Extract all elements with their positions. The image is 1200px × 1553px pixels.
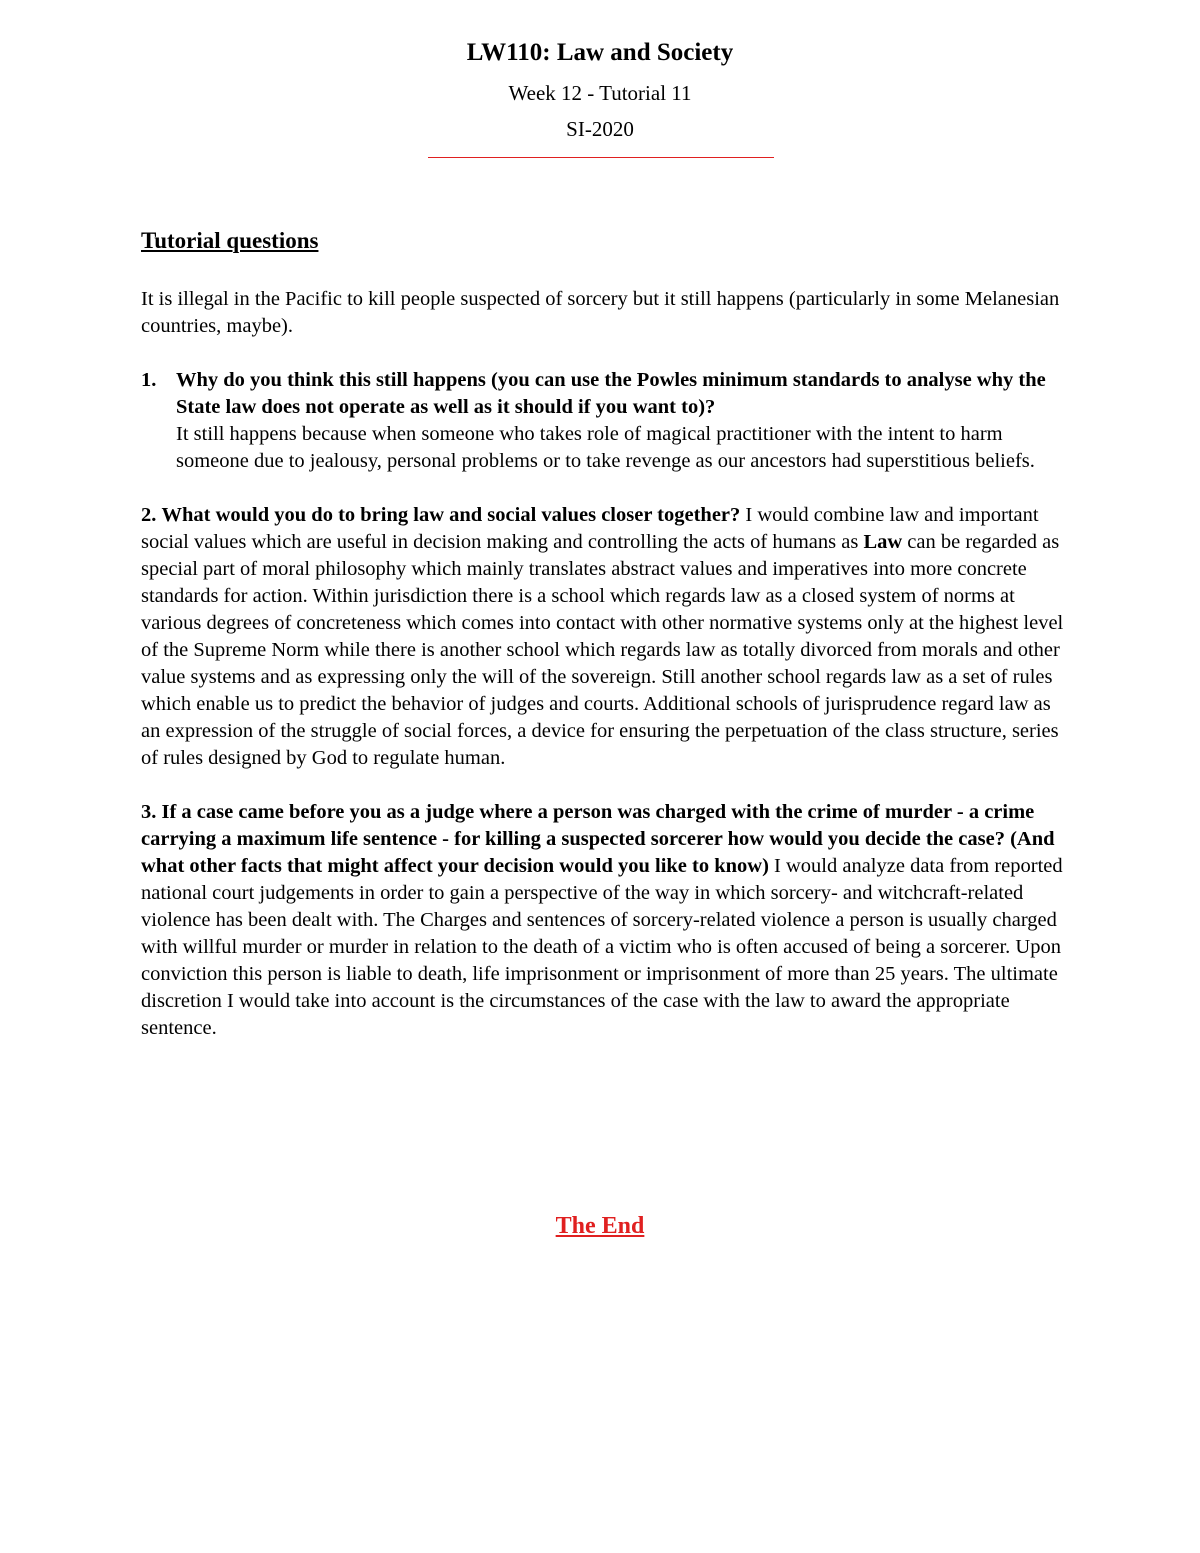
question-1-text: Why do you think this still happens (you can use the Powles minimum standards to analyse why the State law does not operate as well as it should if you want to)? <box>176 369 1046 418</box>
section-heading: Tutorial questions <box>141 228 319 253</box>
question-2-number: 2. <box>141 504 157 526</box>
the-end-text: The End <box>555 1213 645 1239</box>
question-2-text: What would you do to bring law and social values closer together? <box>161 504 741 526</box>
question-2 <box>141 502 1066 772</box>
question-1 <box>141 367 1066 475</box>
document-body <box>141 225 1066 1069</box>
intro-paragraph: It is illegal in the Pacific to kill people suspected of sorcery but it still happens (particularly in some Melanesian countries, maybe). <box>141 288 1060 337</box>
question-3-number: 3. <box>141 801 157 823</box>
question-2-answer-bold: Law <box>863 531 903 553</box>
question-2-answer-rest: can be regarded as special part of moral philosophy which mainly translates abstract values and imperatives into more concrete standards for action. Within jurisdiction there is a school which regards law as a closed system of norms at various degrees of concreteness which comes into contact with other normative systems only at the highest level of the Supreme Norm while there is another school which regards law as totally divorced from morals and other value systems and as expressing only the will of the sovereign. Still another school regards law as a set of rules which enable us to predict the behavior of judges and courts. Additional schools of jurisprudence regard law as an expression of the struggle of social forces, a device for ensuring the perpetuation of the class structure, series of rules designed by God to regulate human. <box>141 531 1064 769</box>
document-title: LW110: Law and Society <box>466 39 734 66</box>
question-2-answer-start: I would combine law and important social values which are useful in decision making and controlling the acts of humans as <box>141 504 1039 553</box>
question-3 <box>141 799 1066 1042</box>
document-subtitle: Week 12 - Tutorial 11 <box>508 81 692 105</box>
question-1-number: 1. <box>141 369 157 391</box>
question-1-answer: It still happens because when someone who takes role of magical practitioner with the intent to harm someone due to jealousy, personal problems or to take revenge as our ancestors had superstitious beliefs. <box>176 423 1035 472</box>
document-header <box>0 36 1200 144</box>
question-3-answer: I would analyze data from reported national court judgements in order to gain a perspective of the way in which sorcery- and witchcraft-related violence has been dealt with. The Charges and sentences of sorcery-related violence a person is usually charged with willful murder or murder in relation to the death of a victim who is often accused of being a sorcerer. Upon conviction this person is liable to death, life imprisonment or imprisonment of more than 25 years. The ultimate discretion I would take into account is the circumstances of the case with the law to award the appropriate sentence. <box>141 855 1063 1039</box>
question-3-text: If a case came before you as a judge where a person was charged with the crime of murder - a crime carrying a maximum life sentence - for killing a suspected sorcerer how would you decide the case? (And what other facts that might affect your decision would you like to know) <box>141 801 1055 877</box>
document-term: SI-2020 <box>566 117 634 141</box>
header-divider <box>428 157 774 158</box>
